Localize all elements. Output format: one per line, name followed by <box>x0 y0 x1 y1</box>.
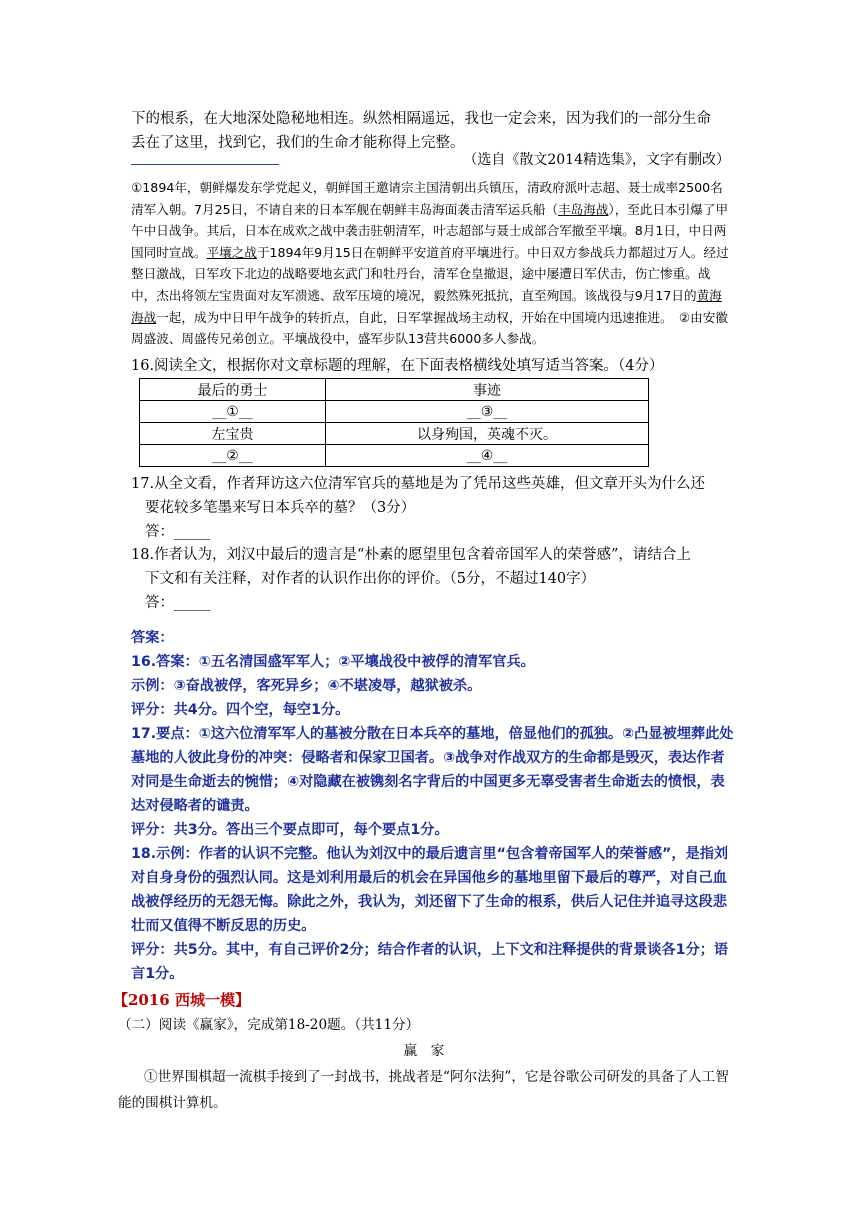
source-citation: （选自《散文2014精选集》，文字有删改） <box>463 152 730 168</box>
table-cell: __②__ <box>140 445 326 467</box>
section-header: 【2016 西城一模】 <box>113 991 250 1009</box>
answer-blank: 答：_____ <box>145 595 211 611</box>
answer-16: 16.答案：①五名清国盛军军人；②平壤战役中被俘的清军官兵。 <box>131 654 535 670</box>
next-section <box>118 1012 730 1116</box>
question-line: 下文和有关注释，对作者的认识作出你的评价。（5分，不超过140字） <box>145 571 596 587</box>
table-header: 事迹 <box>326 379 649 401</box>
table-cell: __①__ <box>140 401 326 423</box>
footnote-text <box>131 177 733 350</box>
footnote-seg: ①1894年，朝鲜爆发东学党起义，朝鲜国王邀请宗主国清朝出兵镇压，清政府派叶志超、聂士成率2500名清军入朝。7月25日，不请自来的日本军舰在朝鲜丰岛海面袭击清军运兵船（ <box>131 180 723 217</box>
answer-table <box>139 378 649 467</box>
footnote-underlined: 平壤之战 <box>206 244 257 260</box>
answer-section <box>131 626 736 986</box>
question-line: 18.作者认为，刘汉中最后的遗言是“朴素的愿望里包含着帝国军人的荣誉感”，请结合上 <box>131 547 691 563</box>
table-row <box>140 423 649 445</box>
answer-16-score: 评分：共4分。四个空，每空1分。 <box>131 702 350 718</box>
question-17 <box>131 472 731 544</box>
article-title: 赢 家 <box>403 1043 445 1059</box>
passage-line: 下的根系，在大地深处隐秘地相连。纵然相隔遥远，我也一定会来，因为我们的一部分生命 <box>131 111 711 127</box>
table-cell: 以身殉国，英魂不灭。 <box>326 423 649 445</box>
table-cell: __④__ <box>326 445 649 467</box>
answer-17: 17.要点：①这六位清军军人的墓被分散在日本兵卒的墓地，倍显他们的孤独。②凸显被埋葬此处墓地的人彼此身份的冲突：侵略者和保家卫国者。③战争对作战双方的生命都是毁灭，表达作者对同是生命逝去的惋惜；④对隐藏在被镌刻名字背后的中国更多无辜受害者生命逝去的愤恨，表达对侵略者的谴责。 <box>131 726 734 814</box>
table-header: 最后的勇士 <box>140 379 326 401</box>
section-intro: （二）阅读《赢家》，完成第18-20题。（共11分） <box>118 1017 420 1033</box>
answer-18-score: 评分：共5分。其中，有自己评价2分；结合作者的认识，上下文和注释提供的背景谈各1分；语言1分。 <box>131 942 729 982</box>
answer-heading: 答案： <box>131 630 174 646</box>
question-16: 16.阅读全文，根据你对文章标题的理解，在下面表格横线处填写适当答案。（4分） <box>131 358 664 374</box>
footnotes <box>131 177 733 350</box>
footnote-seg: ），至此日本引爆了甲午中日战争。其后，日本在成欢之战中袭击驻朝清军，叶志超部与聂士成部合军撤至平壤。8月1日，中日两国同时宣战。 <box>131 201 729 260</box>
table-row <box>140 445 649 467</box>
footnote-rule <box>131 164 279 165</box>
question-18 <box>131 543 731 615</box>
table-header-row <box>140 379 649 401</box>
table-cell: 左宝贵 <box>140 423 326 445</box>
question-line: 要花较多笔墨来写日本兵卒的墓？（3分） <box>145 500 416 516</box>
passage-line: 丢在了这里，找到它，我们的生命才能称得上完整。 <box>131 135 465 151</box>
table-row <box>140 401 649 423</box>
footnote-underlined: 丰岛海战 <box>558 201 609 217</box>
footnote-seg: 于1894年9月15日在朝鲜平安道首府平壤进行。中日双方参战兵力都超过万人。经过整日激战，日军攻下北边的战略要地玄武门和牡丹台，清军仓皇撤退，途中屡遭日军伏击，伤亡惨重。战中，杰出将领左宝贵面对友军溃逃、敌军压境的境况，毅然殊死抵抗，直至殉国。该战役与9月17日的 <box>131 244 729 303</box>
table-cell: __③__ <box>326 401 649 423</box>
footnote-underlined: 黄海海战 <box>131 287 722 325</box>
footnote-seg: 一起，成为中日甲午战争的转折点，自此，日军掌握战场主动权，开始在中国境内迅速推进。 ②由安徽周盛波、周盛传兄弟创立。平壤战役中，盛军步队13营共6000多人参战。 <box>131 309 728 347</box>
answer-16-example: 示例：③奋战被俘，客死异乡；④不堪凌辱，越狱被杀。 <box>131 678 482 694</box>
answer-17-score: 评分：共3分。答出三个要点即可，每个要点1分。 <box>131 822 449 838</box>
answer-blank: 答：_____ <box>145 524 211 540</box>
article-paragraph: ①世界围棋超一流棋手接到了一封战书，挑战者是“阿尔法狗”，它是谷歌公司研发的具备了人工智能的围棋计算机。 <box>118 1069 729 1111</box>
answer-18: 18.示例：作者的认识不完整。他认为刘汉中的最后遗言里“包含着帝国军人的荣誉感”，是指刘对自身身份的强烈认同。这是刘利用最后的机会在异国他乡的墓地里留下最后的尊严，对自己血战被俘经历的无怨无悔。除此之外，我认为，刘还留下了生命的根系，供后人记住并追寻这段悲壮而又值得不断反思的历史。 <box>131 846 729 934</box>
passage-end <box>131 107 731 155</box>
question-line: 17.从全文看，作者拜访这六位清军官兵的墓地是为了凭吊这些英雄，但文章开头为什么还 <box>131 476 706 492</box>
